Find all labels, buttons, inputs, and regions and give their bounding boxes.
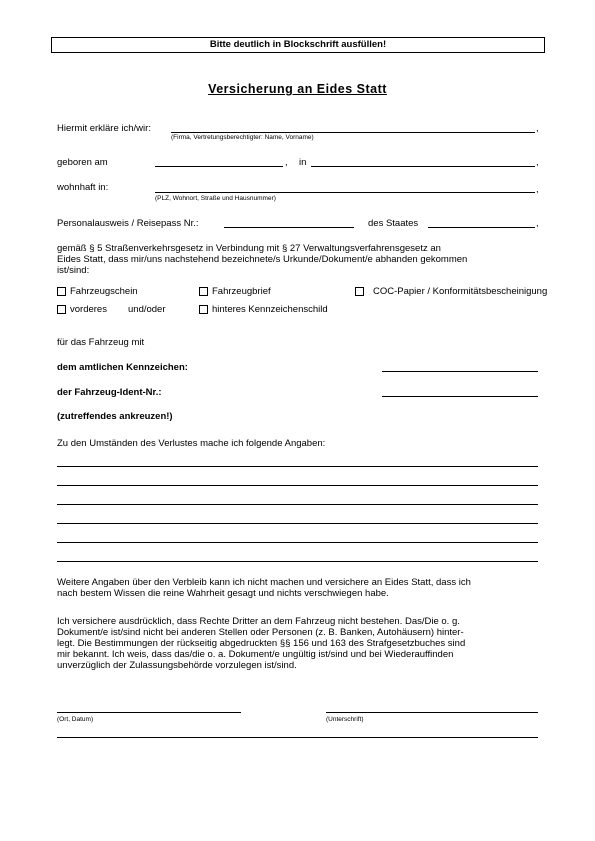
- paragraph-line: unverzüglich der Zulassungsbehörde vorzulegen ist/sind.: [57, 660, 297, 671]
- legal-line: Eides Statt, dass mir/uns nachstehend bezeichnete/s Urkunde/Dokument/e abhanden gekommen: [57, 254, 468, 265]
- birthplace-label: in: [299, 157, 307, 168]
- residence-label: wohnhaft in:: [57, 182, 109, 193]
- label-und-oder: und/oder: [128, 304, 166, 315]
- signature-field[interactable]: [326, 712, 538, 713]
- residence-hint: (PLZ, Wohnort, Straße und Hausnummer): [155, 195, 276, 202]
- checkbox-fahrzeugbrief[interactable]: [199, 287, 208, 296]
- birthplace-comma: ,: [536, 157, 539, 168]
- legal-line: gemäß § 5 Straßenverkehrsgesetz in Verbindung mit § 27 Verwaltungsverfahrensgesetz an: [57, 243, 441, 254]
- birthplace-field[interactable]: [311, 166, 535, 167]
- signature-label: (Unterschrift): [326, 716, 364, 723]
- checkbox-hinteres[interactable]: [199, 305, 208, 314]
- id-doc-number-field[interactable]: [224, 227, 354, 228]
- label-fahrzeugbrief: Fahrzeugbrief: [212, 286, 271, 297]
- label-hinteres: hinteres Kennzeichenschild: [212, 304, 328, 315]
- rights-paragraph: [57, 616, 539, 671]
- residence-comma: ,: [536, 184, 539, 195]
- vin-label: der Fahrzeug-Ident-Nr.:: [57, 387, 162, 398]
- checkbox-fahrzeugschein[interactable]: [57, 287, 66, 296]
- circumstances-line[interactable]: [57, 561, 538, 562]
- vin-field[interactable]: [382, 396, 538, 397]
- birth-date-field[interactable]: [155, 166, 283, 167]
- place-date-field[interactable]: [57, 712, 241, 713]
- paragraph-line: mir bekannt. Ich weis, dass das/die o. a. Dokument/e ungültig ist/sind und bei Wiederauffinden: [57, 649, 454, 660]
- legal-text: [57, 243, 539, 276]
- declarant-label: Hiermit erkläre ich/wir:: [57, 123, 151, 134]
- place-date-label: (Ort, Datum): [57, 716, 94, 723]
- footer-divider: [57, 737, 538, 738]
- id-doc-label: Personalausweis / Reisepass Nr.:: [57, 218, 199, 229]
- plate-label: dem amtlichen Kennzeichen:: [57, 362, 188, 373]
- circumstances-line[interactable]: [57, 523, 538, 524]
- legal-line: ist/sind:: [57, 265, 90, 276]
- issuing-state-label: des Staates: [368, 218, 419, 229]
- paragraph-line: legt. Die Bestimmungen der rückseitig abgedruckten §§ 156 und 163 des Strafgesetzbuches sind: [57, 638, 466, 649]
- paragraph-line: Ich versichere ausdrücklich, dass Rechte Dritter an dem Fahrzeug nicht bestehen. Das/Die o. g.: [57, 616, 460, 627]
- label-vorderes: vorderes: [70, 304, 107, 315]
- circumstances-label: Zu den Umständen des Verlustes mache ich folgende Angaben:: [57, 438, 326, 449]
- checkbox-coc[interactable]: [355, 287, 364, 296]
- check-note: (zutreffendes ankreuzen!): [57, 411, 173, 422]
- circumstances-line[interactable]: [57, 466, 538, 467]
- label-fahrzeugschein: Fahrzeugschein: [70, 286, 138, 297]
- vehicle-intro: für das Fahrzeug mit: [57, 337, 145, 348]
- issuing-state-comma: ,: [536, 218, 539, 229]
- form-title: Versicherung an Eides Statt: [208, 82, 387, 96]
- birth-comma: ,: [285, 157, 288, 168]
- paragraph-line: nach bestem Wissen die reine Wahrheit gesagt und nichts verschwiegen habe.: [57, 588, 389, 599]
- circumstances-line[interactable]: [57, 504, 538, 505]
- circumstances-line[interactable]: [57, 485, 538, 486]
- declarant-field[interactable]: [171, 132, 535, 133]
- instruction-banner: Bitte deutlich in Blockschrift ausfüllen!: [51, 37, 545, 53]
- affirmation-paragraph: [57, 577, 539, 599]
- paragraph-line: Dokument/e ist/sind nicht bei anderen Stellen oder Personen (z. B. Banken, Autohäusern) hinter-: [57, 627, 464, 638]
- residence-field[interactable]: [155, 192, 535, 193]
- birth-label: geboren am: [57, 157, 108, 168]
- plate-field[interactable]: [382, 371, 538, 372]
- circumstances-line[interactable]: [57, 542, 538, 543]
- label-coc: COC-Papier / Konformitätsbescheinigung: [373, 286, 548, 297]
- paragraph-line: Weitere Angaben über den Verbleib kann ich nicht machen und versichere an Eides Statt, dass ich: [57, 577, 471, 588]
- declarant-hint: (Firma, Vertretungsberechtigter: Name, Vorname): [171, 134, 314, 141]
- checkbox-vorderes[interactable]: [57, 305, 66, 314]
- issuing-state-field[interactable]: [428, 227, 535, 228]
- declarant-comma: ,: [536, 123, 539, 134]
